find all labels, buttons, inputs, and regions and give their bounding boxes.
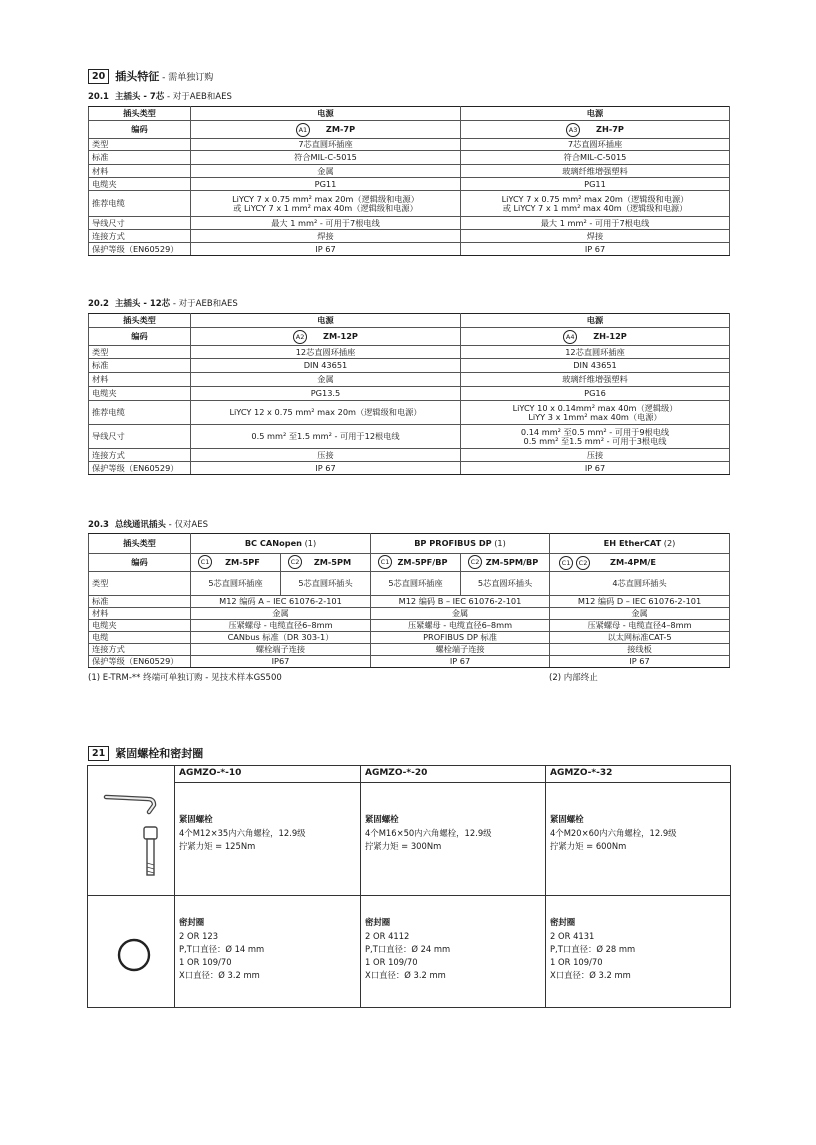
- cell: 螺栓端子连接: [371, 644, 550, 656]
- code-value: ZH-12P: [593, 331, 627, 342]
- group-name: EH EtherCAT: [603, 538, 662, 549]
- cell: 7芯直圆环插座: [191, 139, 461, 151]
- row-label: 推荐电缆: [89, 191, 191, 217]
- row-label: 电缆夹: [89, 387, 191, 401]
- subsection-subtitle: - 对于AEB和AES: [170, 299, 238, 309]
- col2-type: 电源: [461, 107, 730, 121]
- row-label: 标准: [89, 151, 191, 165]
- bolt-spec: 4个M16×50内六角螺栓，12.9级: [365, 828, 492, 838]
- code-value: ZM-7P: [325, 124, 356, 135]
- row-label: 类型: [89, 139, 191, 151]
- footnote-1: (1) E-TRM-** 终端可单独订购 - 见技术样本GS500: [88, 673, 282, 683]
- cell: M12 编码 D – IEC 61076-2-101: [550, 596, 730, 608]
- bolt-spec: 4个M12×35内六角螺栓，12.9级: [179, 828, 306, 838]
- cell: 金属: [371, 608, 550, 620]
- subsection-number: 20.1: [88, 92, 109, 102]
- model-header: AGMZO-*-20: [361, 766, 546, 783]
- code-circle: A4: [563, 330, 577, 344]
- cell: 金属: [191, 608, 371, 620]
- cell: 金属: [550, 608, 730, 620]
- cell: PG16: [461, 387, 730, 401]
- code-circle: C1: [378, 555, 392, 569]
- cell: IP 67: [371, 656, 550, 668]
- cell: IP 67: [191, 243, 461, 256]
- footnote-2: (2) 内部终止: [549, 673, 598, 683]
- hex-key-and-bolt-icon: [92, 769, 172, 881]
- subsection-subtitle: - 对于AEB和AES: [164, 92, 232, 102]
- subsection-title: 总线通讯插头: [114, 520, 166, 530]
- code-label: 编码: [89, 554, 191, 572]
- seal-title: 密封圈: [365, 917, 391, 927]
- code-value: ZM-12P: [323, 331, 358, 342]
- row-label: 导线尺寸: [89, 217, 191, 230]
- row-label: 连接方式: [89, 230, 191, 243]
- cell: 玻璃纤维增强塑料: [461, 373, 730, 387]
- main-plug-7-pin-table: [88, 106, 730, 256]
- cell: 接线板: [550, 644, 730, 656]
- model-header: AGMZO-*-32: [546, 766, 731, 783]
- cell-line: LiYCY 7 x 0.75 mm² max 20m（逻辑级和电源）: [232, 193, 419, 204]
- header-label: 插头类型: [89, 107, 191, 121]
- subsection-subtitle: - 仅对AES: [165, 520, 208, 530]
- cell-line: LiYY 3 x 1mm² max 40m（电源）: [528, 411, 662, 422]
- code-circle: A3: [566, 123, 580, 137]
- cell: IP 67: [461, 462, 730, 475]
- seal-line: P,T口直径：Ø 24 mm: [365, 944, 451, 954]
- section-20-heading: [88, 68, 213, 84]
- cell: 符合MIL-C-5015: [191, 151, 461, 165]
- subsection-20-3-heading: [88, 518, 208, 530]
- seal-line: 2 OR 4112: [365, 931, 410, 941]
- bolts-and-seals-table: [87, 765, 731, 1008]
- cell-line: LiYCY 7 x 0.75 mm² max 20m（逻辑级和电源）: [501, 193, 689, 204]
- code-circle: C2: [468, 555, 482, 569]
- code-label: 编码: [89, 328, 191, 346]
- code-label: 编码: [89, 121, 191, 139]
- cell: 金属: [191, 165, 461, 178]
- group-note: (1): [301, 538, 317, 549]
- cell: 0.5 mm² 至1.5 mm² - 可用于12根电线: [191, 425, 461, 449]
- cell: 5芯直圆环插座: [191, 572, 281, 596]
- bolt-image-cell: [88, 766, 175, 896]
- cell: 5芯直圆环插头: [281, 572, 371, 596]
- seal-line: 2 OR 123: [179, 931, 219, 941]
- cell: 螺栓端子连接: [191, 644, 371, 656]
- cell: PG13.5: [191, 387, 461, 401]
- cell: 压紧螺母 - 电缆直径6–8mm: [371, 620, 550, 632]
- cell: DIN 43651: [461, 359, 730, 373]
- row-label: 导线尺寸: [89, 425, 191, 449]
- cell: 12芯直圆环插座: [191, 346, 461, 359]
- subsection-number: 20.3: [88, 520, 109, 530]
- cell-line: 0.14 mm² 至0.5 mm² - 可用于9根电线: [520, 426, 670, 437]
- cell: 7芯直圆环插座: [461, 139, 730, 151]
- row-label: 标准: [89, 359, 191, 373]
- row-label: 类型: [89, 572, 191, 596]
- col1-type: 电源: [191, 314, 461, 328]
- bolt-spec-cell: [361, 783, 546, 896]
- bus-communication-plug-table: [88, 533, 730, 668]
- cell: 12芯直圆环插座: [461, 346, 730, 359]
- group-name: BP PROFIBUS DP: [414, 538, 492, 549]
- seal-spec-cell: [546, 896, 731, 1008]
- bolt-spec: 4个M20×60内六角螺栓，12.9级: [550, 828, 677, 838]
- cell: PG11: [191, 178, 461, 191]
- seal-line: 1 OR 109/70: [179, 957, 232, 967]
- cell: 以太网标准CAT-5: [550, 632, 730, 644]
- cell: 最大 1 mm² - 可用于7根电线: [461, 217, 730, 230]
- group-note: (2): [661, 538, 676, 549]
- cell: M12 编码 B – IEC 61076-2-101: [371, 596, 550, 608]
- row-label: 类型: [89, 346, 191, 359]
- cell: DIN 43651: [191, 359, 461, 373]
- bolt-title: 紧固螺栓: [550, 814, 584, 824]
- seal-line: 2 OR 4131: [550, 931, 595, 941]
- cell: 焊接: [191, 230, 461, 243]
- bolt-torque: 拧紧力矩 = 300Nm: [365, 841, 442, 851]
- cell: PG11: [461, 178, 730, 191]
- row-label: 材料: [89, 373, 191, 387]
- bolt-torque: 拧紧力矩 = 600Nm: [550, 841, 627, 851]
- cell: 符合MIL-C-5015: [461, 151, 730, 165]
- row-label: 保护等级（EN60529）: [89, 462, 191, 475]
- code-value: ZM-5PF/BP: [397, 557, 448, 568]
- cell: 5芯直圆环插头: [461, 572, 550, 596]
- seal-title: 密封圈: [550, 917, 576, 927]
- cell: 最大 1 mm² - 可用于7根电线: [191, 217, 461, 230]
- row-label: 连接方式: [89, 449, 191, 462]
- group-name: BC CANopen: [244, 538, 302, 549]
- cell: PROFIBUS DP 标准: [371, 632, 550, 644]
- section-title: 插头特征: [115, 70, 160, 83]
- cell: 压紧螺母 - 电缆直径6–8mm: [191, 620, 371, 632]
- code-circle: A2: [293, 330, 307, 344]
- seal-spec-cell: [361, 896, 546, 1008]
- cell: IP 67: [191, 462, 461, 475]
- code-circle: C2: [576, 556, 590, 570]
- bolt-torque: 拧紧力矩 = 125Nm: [179, 841, 256, 851]
- section-subtitle: - 需单独订购: [159, 73, 214, 83]
- row-label: 保护等级（EN60529）: [89, 656, 191, 668]
- code-circle: A1: [296, 123, 310, 137]
- code-circle: C1: [198, 555, 212, 569]
- cell: 焊接: [461, 230, 730, 243]
- row-label: 保护等级（EN60529）: [89, 243, 191, 256]
- seal-image-cell: [88, 896, 175, 1008]
- cell: 金属: [191, 373, 461, 387]
- o-ring-icon: [92, 899, 172, 1003]
- code-value: ZH-7P: [596, 124, 624, 135]
- code-value: ZM-4PM/E: [610, 557, 656, 568]
- group-note: (1): [491, 538, 506, 549]
- row-label: 材料: [89, 165, 191, 178]
- seal-line: X口直径：Ø 3.2 mm: [365, 970, 446, 980]
- seal-title: 密封圈: [179, 917, 205, 927]
- cell: 压接: [191, 449, 461, 462]
- section-title: 紧固螺栓和密封圈: [115, 747, 204, 760]
- col2-type: 电源: [461, 314, 730, 328]
- cell: CANbus 标准（DR 303-1）: [191, 632, 371, 644]
- cell-line: 或 LiYCY 7 x 1 mm² max 40m（逻辑级和电源）: [502, 202, 688, 213]
- section-number: 20: [88, 69, 109, 84]
- cell: 压紧螺母 - 电缆直径4–8mm: [550, 620, 730, 632]
- cell: M12 编码 A – IEC 61076-2-101: [191, 596, 371, 608]
- row-label: 电缆夹: [89, 620, 191, 632]
- seal-line: P,T口直径：Ø 28 mm: [550, 944, 636, 954]
- bolt-spec-cell: [546, 783, 731, 896]
- row-label: 电缆夹: [89, 178, 191, 191]
- cell: IP 67: [550, 656, 730, 668]
- cell: 4芯直圆环插头: [550, 572, 730, 596]
- code-value: ZM-5PF: [225, 557, 260, 568]
- cell-line: 或 LiYCY 7 x 1 mm² max 40m（逻辑级和电源）: [233, 202, 418, 213]
- cell: 压接: [461, 449, 730, 462]
- bolt-spec-cell: [175, 783, 361, 896]
- seal-line: X口直径：Ø 3.2 mm: [179, 970, 260, 980]
- section-21-heading: [88, 745, 203, 761]
- subsection-title: 主插头 - 12芯: [114, 299, 171, 309]
- bolt-title: 紧固螺栓: [365, 814, 399, 824]
- cell-line: 0.5 mm² 至1.5 mm² - 可用于3根电线: [523, 435, 667, 446]
- cell: IP67: [191, 656, 371, 668]
- code-value: ZM-5PM: [313, 557, 352, 568]
- seal-line: 1 OR 109/70: [365, 957, 418, 967]
- main-plug-12-pin-table: [88, 313, 730, 475]
- seal-line: 1 OR 109/70: [550, 957, 603, 967]
- cell: 5芯直圆环插座: [371, 572, 461, 596]
- subsection-20-1-heading: [88, 90, 232, 102]
- code-circle: C1: [559, 556, 573, 570]
- code-value: ZM-5PM/BP: [485, 557, 539, 568]
- bolt-title: 紧固螺栓: [179, 814, 213, 824]
- seal-spec-cell: [175, 896, 361, 1008]
- header-label: 插头类型: [89, 534, 191, 554]
- cell: IP 67: [461, 243, 730, 256]
- row-label: 电缆: [89, 632, 191, 644]
- subsection-title: 主插头 - 7芯: [114, 92, 165, 102]
- seal-line: X口直径：Ø 3.2 mm: [550, 970, 631, 980]
- subsection-20-2-heading: [88, 297, 238, 309]
- header-label: 插头类型: [89, 314, 191, 328]
- col1-type: 电源: [191, 107, 461, 121]
- cell-line: LiYCY 10 x 0.14mm² max 40m（逻辑级）: [512, 402, 678, 413]
- row-label: 标准: [89, 596, 191, 608]
- code-circle: C2: [288, 555, 302, 569]
- cell: 玻璃纤维增强塑料: [461, 165, 730, 178]
- model-header: AGMZO-*-10: [175, 766, 361, 783]
- row-label: 材料: [89, 608, 191, 620]
- cell: LiYCY 12 x 0.75 mm² max 20m（逻辑级和电源）: [191, 401, 461, 425]
- seal-line: P,T口直径：Ø 14 mm: [179, 944, 265, 954]
- section-number: 21: [88, 746, 109, 761]
- subsection-number: 20.2: [88, 299, 109, 309]
- row-label: 连接方式: [89, 644, 191, 656]
- row-label: 推荐电缆: [89, 401, 191, 425]
